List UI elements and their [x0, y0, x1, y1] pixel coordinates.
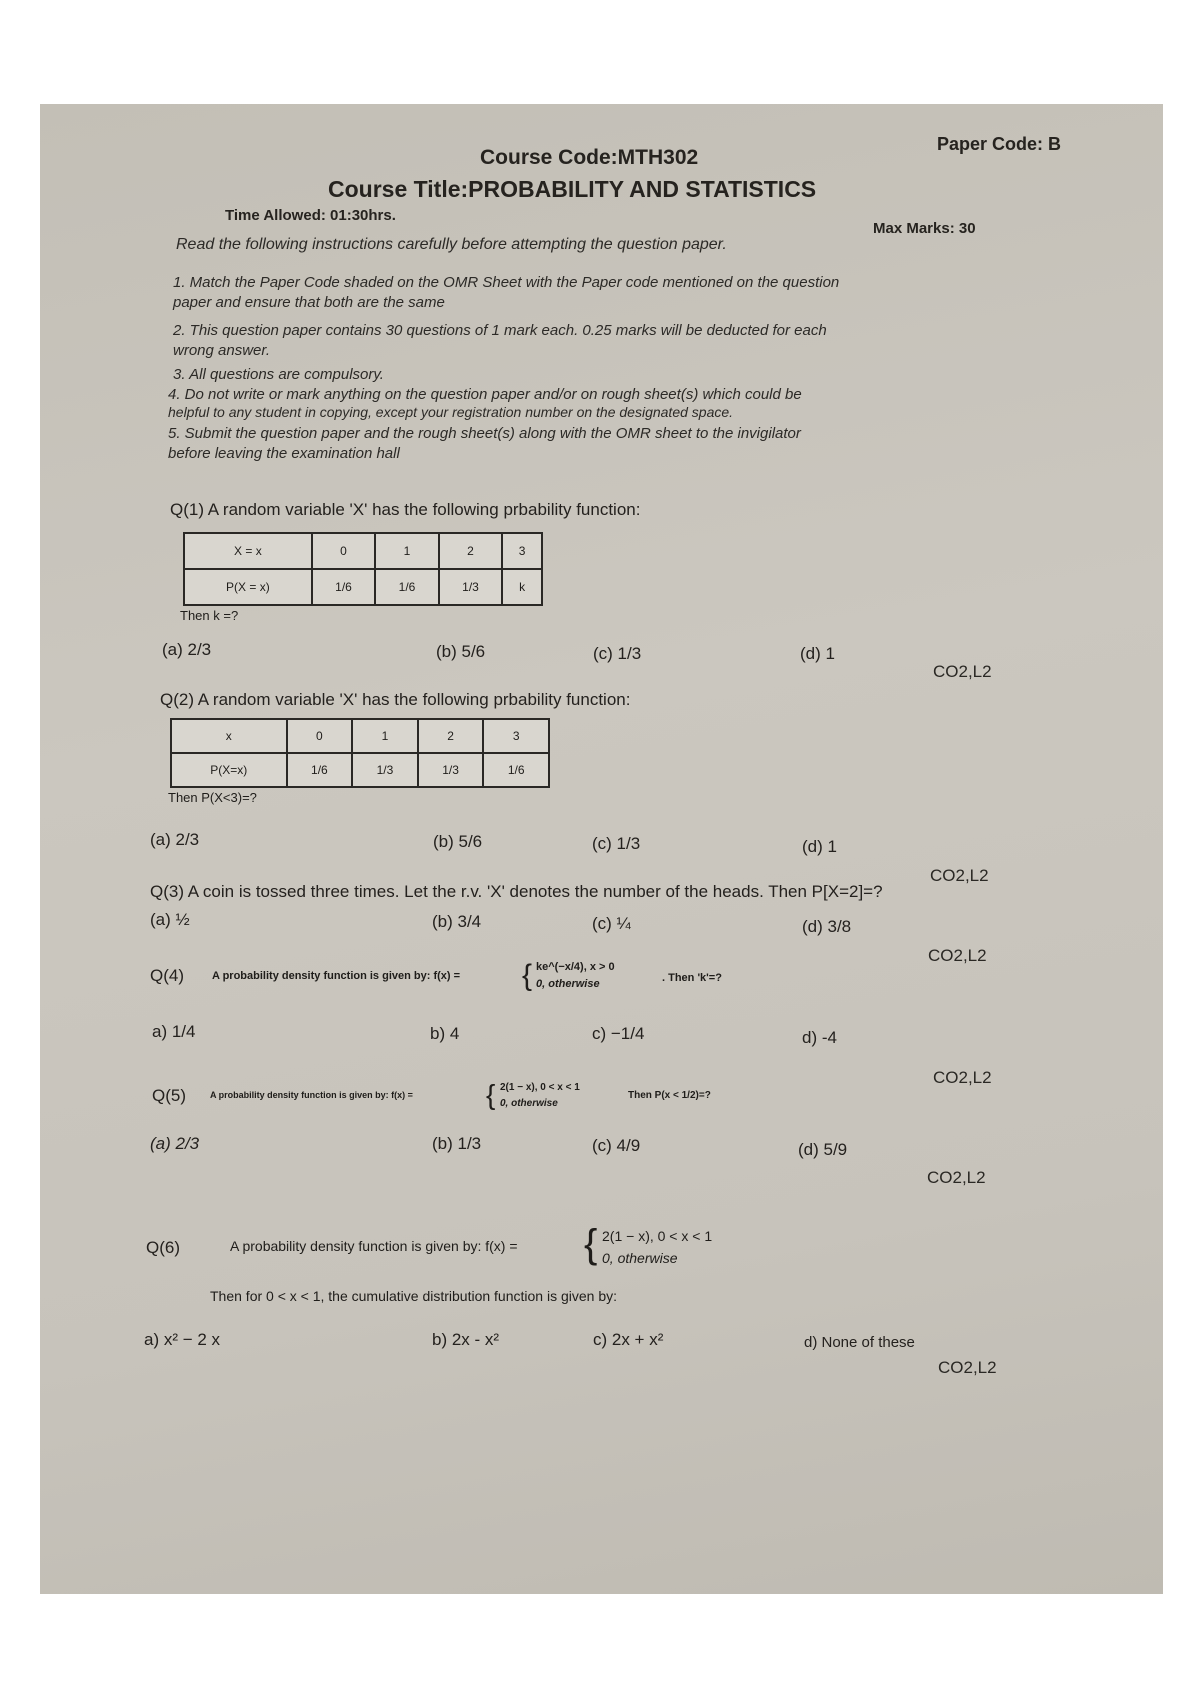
question-4-text: A probability density function is given by: f(x) =: [212, 970, 461, 982]
table-cell: 3: [483, 719, 549, 753]
table-cell: 0: [287, 719, 353, 753]
option-b: (b) 5/6: [433, 832, 483, 851]
option-d: (d) 5/9: [798, 1140, 848, 1159]
question-1-text: Q(1) A random variable 'X' has the following prbability function:: [170, 500, 641, 519]
question-6-case-1: 2(1 − x), 0 < x < 1: [602, 1228, 713, 1244]
question-5-case-1: 2(1 − x), 0 < x < 1: [500, 1082, 580, 1093]
option-b: (b) 1/3: [432, 1134, 482, 1153]
option-a: (a) 2/3: [150, 1134, 200, 1153]
course-outcome-tag: CO2,L2: [928, 946, 987, 965]
question-1-followup: Then k =?: [180, 608, 239, 623]
instruction-line: 3. All questions are compulsory.: [173, 366, 384, 383]
option-c: (c) 1/3: [593, 644, 642, 663]
question-4-tail: . Then 'k'=?: [662, 972, 722, 984]
table-cell: 1/6: [287, 753, 353, 787]
paper-code: Paper Code: B: [937, 134, 1062, 154]
table-cell: 1: [352, 719, 418, 753]
option-b: (b) 5/6: [436, 642, 486, 661]
brace-icon: {: [522, 959, 533, 992]
table-cell: X = x: [184, 533, 312, 569]
table-cell: x: [171, 719, 287, 753]
option-a: a) x² − 2 x: [144, 1330, 221, 1349]
table-cell: 1/6: [375, 569, 439, 605]
table-cell: 0: [312, 533, 376, 569]
option-c: (c) 1/3: [592, 834, 641, 853]
instructions-intro: Read the following instructions carefully before attempting the question paper.: [176, 236, 727, 253]
table-cell: 1/6: [312, 569, 376, 605]
course-outcome-tag: CO2,L2: [933, 662, 992, 681]
instruction-line: 1. Match the Paper Code shaded on the OMR Sheet with the Paper code mentioned on the question: [173, 274, 840, 291]
table-cell: 1: [375, 533, 439, 569]
option-d: (d) 3/8: [802, 917, 852, 936]
question-3-text: Q(3) A coin is tossed three times. Let the r.v. 'X' denotes the number of the heads. Then P[X=2]=?: [150, 882, 883, 901]
option-d: (d) 1: [800, 644, 835, 663]
question-5-case-2: 0, otherwise: [500, 1098, 558, 1109]
table-cell: 1/3: [352, 753, 418, 787]
option-a: (a) 2/3: [162, 640, 212, 659]
instruction-line: 4. Do not write or mark anything on the question paper and/or on rough sheet(s) which could be: [168, 386, 802, 403]
option-b: b) 2x - x²: [432, 1330, 500, 1349]
question-2-followup: Then P(X<3)=?: [168, 790, 257, 805]
option-a: a) 1/4: [152, 1022, 196, 1041]
table-cell: 1/3: [418, 753, 484, 787]
option-a: (a) 2/3: [150, 830, 200, 849]
question-6-text: A probability density function is given by: f(x) =: [230, 1238, 518, 1254]
instruction-line: paper and ensure that both are the same: [173, 294, 445, 311]
table-cell: 1/3: [439, 569, 503, 605]
course-outcome-tag: CO2,L2: [927, 1168, 986, 1187]
brace-icon: {: [584, 1222, 598, 1266]
question-5-text: A probability density function is given by: f(x) =: [210, 1090, 413, 1100]
time-allowed: Time Allowed: 01:30hrs.: [225, 207, 396, 224]
option-c: (c) ¼: [592, 914, 631, 933]
option-d: d) None of these: [804, 1334, 915, 1351]
exam-paper: [40, 104, 1163, 1594]
question-4-case-2: 0, otherwise: [536, 978, 600, 990]
table-cell: P(X = x): [184, 569, 312, 605]
table-cell: 1/6: [483, 753, 549, 787]
question-6-label: Q(6): [146, 1238, 180, 1257]
table-cell: P(X=x): [171, 753, 287, 787]
question-2-text: Q(2) A random variable 'X' has the following prbability function:: [160, 690, 631, 709]
instruction-line: 5. Submit the question paper and the rough sheet(s) along with the OMR sheet to the invigilator: [168, 425, 801, 442]
option-c: c) 2x + x²: [593, 1330, 664, 1349]
table-cell: k: [502, 569, 542, 605]
option-a: (a) ½: [150, 910, 190, 929]
question-2-table: [170, 718, 550, 788]
course-title: Course Title:PROBABILITY AND STATISTICS: [328, 176, 817, 202]
question-6-case-2: 0, otherwise: [602, 1250, 678, 1266]
question-1-table: [183, 532, 543, 606]
option-d: d) -4: [802, 1028, 837, 1047]
max-marks: Max Marks: 30: [873, 220, 976, 237]
option-b: b) 4: [430, 1024, 460, 1043]
question-5-label: Q(5): [152, 1086, 186, 1105]
course-outcome-tag: CO2,L2: [938, 1358, 997, 1377]
instruction-line: helpful to any student in copying, except your registration number on the designated space.: [168, 404, 734, 420]
option-b: (b) 3/4: [432, 912, 482, 931]
table-cell: 3: [502, 533, 542, 569]
instruction-line: 2. This question paper contains 30 questions of 1 mark each. 0.25 marks will be deducted for each: [173, 322, 827, 339]
question-4-label: Q(4): [150, 966, 184, 985]
option-c: c) −1/4: [592, 1024, 645, 1043]
course-code: Course Code:MTH302: [480, 146, 699, 169]
table-cell: 2: [439, 533, 503, 569]
course-outcome-tag: CO2,L2: [933, 1068, 992, 1087]
question-5-tail: Then P(x < 1/2)=?: [628, 1090, 711, 1101]
table-cell: 2: [418, 719, 484, 753]
question-6-subtext: Then for 0 < x < 1, the cumulative distribution function is given by:: [210, 1288, 617, 1304]
instruction-line: before leaving the examination hall: [168, 445, 400, 462]
question-4-case-1: ke^(−x/4), x > 0: [536, 961, 615, 973]
instruction-line: wrong answer.: [173, 342, 270, 359]
option-d: (d) 1: [802, 837, 837, 856]
course-outcome-tag: CO2,L2: [930, 866, 989, 885]
brace-icon: {: [486, 1079, 496, 1110]
option-c: (c) 4/9: [592, 1136, 641, 1155]
